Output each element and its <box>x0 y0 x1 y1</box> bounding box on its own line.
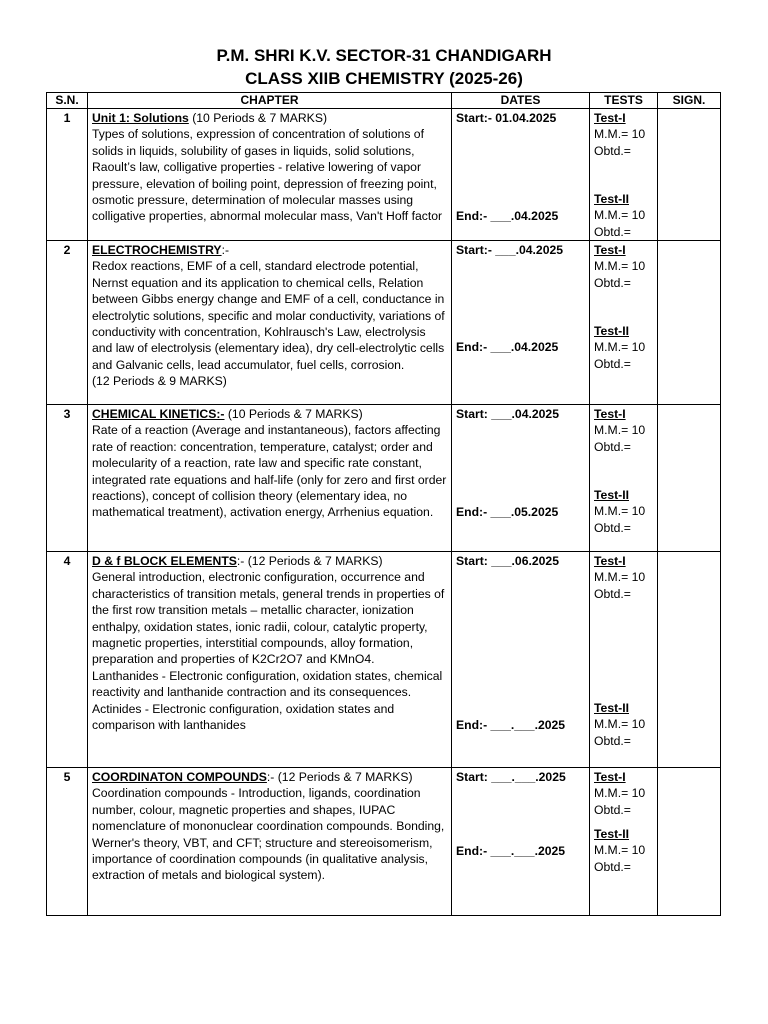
start-date: Start:- 01.04.2025 <box>456 111 557 125</box>
test-1-obtained: Obtd.= <box>594 802 631 817</box>
test-2-label: Test-II <box>594 701 629 715</box>
chapter-periods: (10 Periods & 7 MARKS) <box>224 407 363 421</box>
tests-cell <box>590 241 658 405</box>
tests-cell <box>590 768 658 916</box>
start-date: Start:- ___.04.2025 <box>456 243 564 257</box>
test-1-max-marks: M.M.= 10 <box>594 570 646 585</box>
table-row <box>47 109 721 241</box>
test-2-label: Test-II <box>594 192 629 206</box>
row-sn: 1 <box>47 109 88 241</box>
chapter-description: Coordination compounds - Introduction, ligands, coordination number, colour, magnetic properties and shapes, IUPAC nomenclature of mononuclear coordination compounds. Bonding, Werner's theory, VBT, and CFT; structure and stereoisomerism, importance of coordination compounds (in qualitative analysis, extraction of metals and biological system). <box>92 786 445 883</box>
test-1-obtained: Obtd.= <box>594 586 631 601</box>
end-date: End:- ___.___.2025 <box>456 844 566 858</box>
sign-cell[interactable] <box>658 405 721 552</box>
chapter-cell <box>88 768 452 916</box>
test-2-obtained: Obtd.= <box>594 859 631 874</box>
test-1-obtained: Obtd.= <box>594 143 631 158</box>
dates-cell <box>452 109 590 241</box>
row-sn: 3 <box>47 405 88 552</box>
row-sn: 2 <box>47 241 88 405</box>
chapter-title: CHEMICAL KINETICS:- <box>92 407 225 421</box>
end-date: End:- ___.04.2025 <box>456 340 559 354</box>
col-header-dates: DATES <box>452 93 590 109</box>
test-1-max-marks: M.M.= 10 <box>594 259 646 274</box>
sign-cell[interactable] <box>658 768 721 916</box>
sign-cell[interactable] <box>658 552 721 768</box>
test-1-label: Test-I <box>594 770 626 784</box>
test-2-obtained: Obtd.= <box>594 356 631 371</box>
test-1-obtained: Obtd.= <box>594 439 631 454</box>
test-2-max-marks: M.M.= 10 <box>594 717 646 732</box>
dates-cell <box>452 241 590 405</box>
chapter-periods: :- (12 Periods & 7 MARKS) <box>236 554 383 568</box>
chapter-title: D & f BLOCK ELEMENTS <box>92 554 237 568</box>
table-row <box>47 552 721 768</box>
test-1-max-marks: M.M.= 10 <box>594 127 646 142</box>
chapter-periods: (10 Periods & 7 MARKS) <box>188 111 328 125</box>
dates-cell <box>452 552 590 768</box>
school-name: P.M. SHRI K.V. SECTOR-31 CHANDIGARH <box>216 46 552 65</box>
header-row <box>47 93 721 109</box>
chapter-description: General introduction, electronic configuration, occurrence and characteristics of transition metals, general trends in properties of the first row transition metals – metallic character, ionization enthalpy, oxidation states, ionic radii, colour, catalytic property, magnetic properties, interstitial compounds, alloy formation, preparation and properties of K2Cr2O7 and KMnO4. <box>92 570 445 667</box>
sign-cell[interactable] <box>658 241 721 405</box>
chapter-title: ELECTROCHEMISTRY <box>92 243 222 257</box>
tests-cell <box>590 405 658 552</box>
chapter-title: COORDINATON COMPOUNDS <box>92 770 267 784</box>
chapter-periods-note: (12 Periods & 9 MARKS) <box>92 374 227 389</box>
test-2-max-marks: M.M.= 10 <box>594 340 646 355</box>
table-row <box>47 768 721 916</box>
test-2-max-marks: M.M.= 10 <box>594 208 646 223</box>
chapter-periods: :- (12 Periods & 7 MARKS) <box>266 770 413 784</box>
end-date: End:- ___.04.2025 <box>456 209 559 223</box>
end-date: End:- ___.___.2025 <box>456 718 566 732</box>
col-header-tests: TESTS <box>590 93 658 109</box>
start-date: Start: ___.06.2025 <box>456 554 559 568</box>
test-1-max-marks: M.M.= 10 <box>594 786 646 801</box>
col-header-sign: SIGN. <box>658 93 721 109</box>
chapter-title: Unit 1: Solutions <box>92 111 189 125</box>
chapter-periods: :- <box>221 243 230 257</box>
test-1-label: Test-I <box>594 407 626 421</box>
test-2-obtained: Obtd.= <box>594 520 631 535</box>
syllabus-table <box>46 92 721 916</box>
test-1-obtained: Obtd.= <box>594 275 631 290</box>
test-2-max-marks: M.M.= 10 <box>594 843 646 858</box>
sign-cell[interactable] <box>658 109 721 241</box>
test-1-label: Test-I <box>594 554 626 568</box>
tests-cell <box>590 109 658 241</box>
table-row <box>47 405 721 552</box>
col-header-chapter: CHAPTER <box>88 93 452 109</box>
table-row <box>47 241 721 405</box>
start-date: Start: ___.___.2025 <box>456 770 566 784</box>
test-2-max-marks: M.M.= 10 <box>594 504 646 519</box>
chapter-cell <box>88 405 452 552</box>
test-1-max-marks: M.M.= 10 <box>594 423 646 438</box>
chapter-lanthanides: Lanthanides - Electronic configuration, oxidation states, chemical reactivity and lanthanide contraction and its consequences. <box>92 668 443 700</box>
tests-cell <box>590 552 658 768</box>
col-header-sn: S.N. <box>47 93 88 109</box>
chapter-cell <box>88 552 452 768</box>
test-2-obtained: Obtd.= <box>594 733 631 748</box>
chapter-cell <box>88 109 452 241</box>
chapter-actinides: Actinides - Electronic configuration, oxidation states and comparison with lanthanides <box>92 701 395 733</box>
test-2-obtained: Obtd.= <box>594 224 631 239</box>
test-1-label: Test-I <box>594 243 626 257</box>
chapter-cell <box>88 241 452 405</box>
test-1-label: Test-I <box>594 111 626 125</box>
document-title: CLASS XIIB CHEMISTRY (2025-26) <box>245 69 523 88</box>
chapter-description: Rate of a reaction (Average and instantaneous), factors affecting rate of reaction: concentration, temperature, catalyst; order and molecularity of a reaction, rate law and specific rate constant, integrated rate equations and half-life (only for zero and first order reactions), concept of collision theory (elementary idea, no mathematical treatment), activation energy, Arrhenius equation. <box>92 423 447 520</box>
chapter-description: Types of solutions, expression of concentration of solutions of solids in liquids, solubility of gases in liquids, solid solutions, Raoult’s law, colligative properties - relative lowering of vapor pressure, elevation of boiling point, depression of freezing point, osmotic pressure, determination of molecular masses using colligative properties, abnormal molecular mass, Van't Hoff factor <box>92 127 443 224</box>
test-2-label: Test-II <box>594 324 629 338</box>
start-date: Start: ___.04.2025 <box>456 407 559 421</box>
row-sn: 5 <box>47 768 88 916</box>
test-2-label: Test-II <box>594 488 629 502</box>
chapter-description: Redox reactions, EMF of a cell, standard electrode potential, Nernst equation and its application to chemical cells, Relation between Gibbs energy change and EMF of a cell, conductance in electrolytic solutions, specific and molar conductivity, variations of conductivity with concentration, Kohlrausch's Law, electrolysis and law of electrolysis (elementary idea), dry cell-electrolytic cells and Galvanic cells, lead accumulator, fuel cells, corrosion. <box>92 259 445 372</box>
dates-cell <box>452 768 590 916</box>
end-date: End:- ___.05.2025 <box>456 505 559 519</box>
dates-cell <box>452 405 590 552</box>
row-sn: 4 <box>47 552 88 768</box>
test-2-label: Test-II <box>594 827 629 841</box>
